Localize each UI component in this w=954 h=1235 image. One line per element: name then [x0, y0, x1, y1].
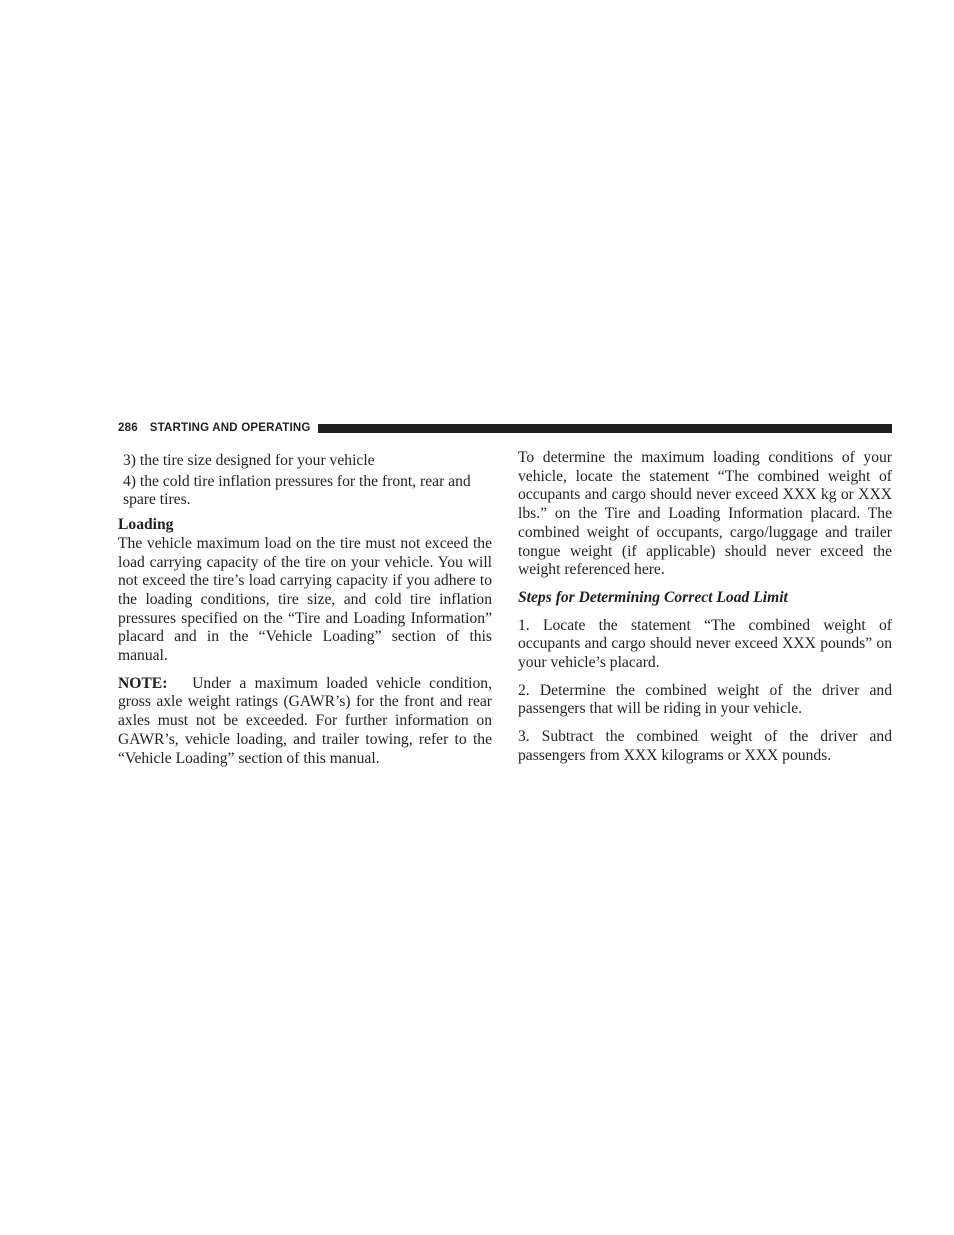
steps-heading: Steps for Determining Correct Load Limit: [518, 588, 788, 606]
loading-heading: Loading: [118, 516, 174, 534]
intro-paragraph: To determine the maximum loading conditions of your vehicle, locate the statement “The combined weight of occupants and cargo should never exceed XXX kg or XXX lbs.” on the Tire and Loading Information placard. The combined weight of occupants, cargo/luggage and trailer tongue weight (if applicable) should never exceed the weight referenced here.: [518, 449, 892, 579]
list-item-3: 3) the tire size designed for your vehicle: [123, 452, 375, 469]
page-number: 286: [118, 422, 138, 434]
right-column: [518, 449, 892, 766]
note-text: Under a maximum loaded vehicle condition, gross axle weight ratings (GAWR’s) for the front and rear axles must not be exceeded. For further information on GAWR’s, vehicle loading, and trailer towing, refer to the “Vehicle Loading” section of this manual.: [118, 674, 492, 767]
step-1: 1. Locate the statement “The combined weight of occupants and cargo should never exceed XXX pounds” on your vehicle’s placard.: [518, 616, 892, 672]
left-column: [118, 452, 492, 768]
list-item-4: 4) the cold tire inflation pressures for the front, rear and spare tires.: [123, 472, 471, 509]
page-header: [118, 420, 892, 436]
header-rule: [318, 424, 892, 433]
step-2: 2. Determine the combined weight of the driver and passengers that will be riding in your vehicle.: [518, 681, 892, 718]
section-title: STARTING AND OPERATING: [149, 422, 311, 434]
note-label: NOTE:: [118, 674, 168, 692]
step-3: 3. Subtract the combined weight of the driver and passengers from XXX kilograms or XXX pounds.: [518, 728, 892, 764]
note-paragraph: [118, 675, 492, 769]
loading-paragraph: The vehicle maximum load on the tire must not exceed the load carrying capacity of the tire on your vehicle. You will not exceed the tire’s load carrying capacity if you adhere to the loading conditions, tire size, and cold tire inflation pressures specified on the “Tire and Loading Information” placard and in the “Vehicle Loading” section of this manual.: [118, 534, 492, 665]
